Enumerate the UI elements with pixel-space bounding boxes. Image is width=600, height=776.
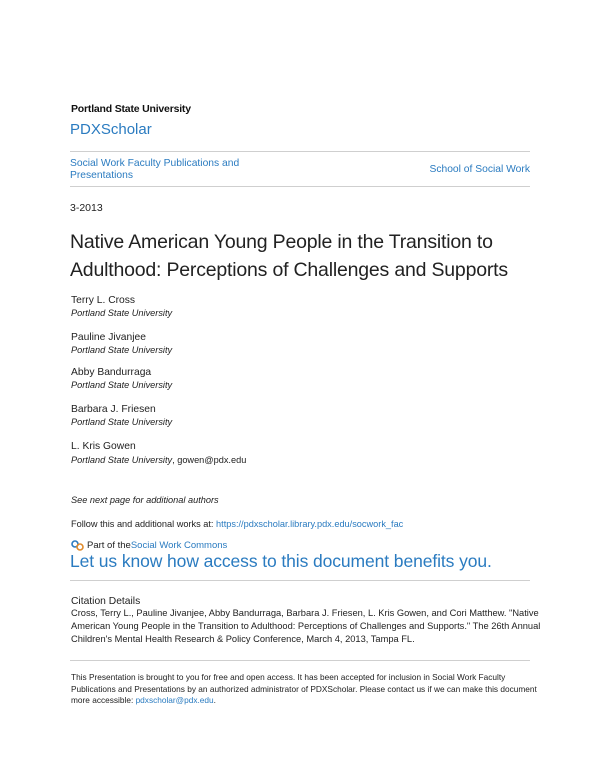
open-access-icon — [71, 540, 84, 551]
collection-link[interactable]: Social Work Faculty Publications and Presentations — [70, 158, 240, 181]
follow-line: Follow this and additional works at: https://pdxscholar.library.pdx.edu/socwork_fac — [71, 519, 404, 529]
author-name: Barbara J. Friesen — [71, 404, 156, 415]
author-name: Abby Bandurraga — [71, 367, 152, 378]
author-email[interactable]: , gowen@pdx.edu — [172, 455, 247, 465]
author-affiliation: Portland State University — [71, 380, 173, 390]
author-name: L. Kris Gowen — [71, 441, 136, 452]
citation-heading: Citation Details — [71, 596, 141, 607]
author-affiliation: Portland State University — [71, 417, 173, 427]
author-name: Pauline Jivanjee — [71, 332, 146, 343]
access-notice: This Presentation is brought to you for free and open access. It has been accepted for inclusion in Social Work Faculty Publications and Presentations by an authorized administrator of PDXScholar. Please contact us if we can make this document more accessible: pdxscholar@pdx.edu. — [71, 672, 537, 705]
divider-citation — [70, 580, 530, 581]
contact-email-link[interactable]: pdxscholar@pdx.edu — [135, 695, 214, 705]
document-title: Native American Young People in the Transition to Adulthood: Perceptions of Challenges and Supports — [70, 231, 508, 281]
see-next-note: See next page for additional authors — [71, 495, 219, 505]
divider-notice — [70, 660, 530, 661]
feedback-link[interactable]: Let us know how access to this document benefits you. — [70, 551, 492, 571]
divider-collection — [70, 186, 530, 187]
publication-date: 3-2013 — [70, 202, 103, 214]
author-affiliation: Portland State University — [71, 345, 173, 355]
university-name: Portland State University — [71, 103, 191, 115]
collection-url-link[interactable]: https://pdxscholar.library.pdx.edu/socwork_fac — [216, 519, 404, 529]
subject-commons-link[interactable]: Social Work Commons — [130, 540, 228, 551]
author-affiliation: Portland State University, gowen@pdx.edu — [71, 455, 247, 465]
department-link[interactable]: School of Social Work — [429, 164, 530, 175]
divider-top — [70, 151, 530, 152]
repository-link[interactable]: PDXScholar — [70, 121, 152, 138]
author-name: Terry L. Cross — [71, 295, 136, 306]
author-affiliation: Portland State University — [71, 308, 173, 318]
citation-text: Cross, Terry L., Pauline Jivanjee, Abby Bandurraga, Barbara J. Friesen, L. Kris Gowen, and Cori Matthew. "Native American Young People in the Transition to Adulthood: Perceptions of Challenges and Supports." The 26th Annual Children's Mental Health Research & Policy Conference, March 4, 2013, Tampa FL. — [71, 608, 541, 644]
part-of-line: Part of the Social Work Commons — [71, 540, 227, 551]
